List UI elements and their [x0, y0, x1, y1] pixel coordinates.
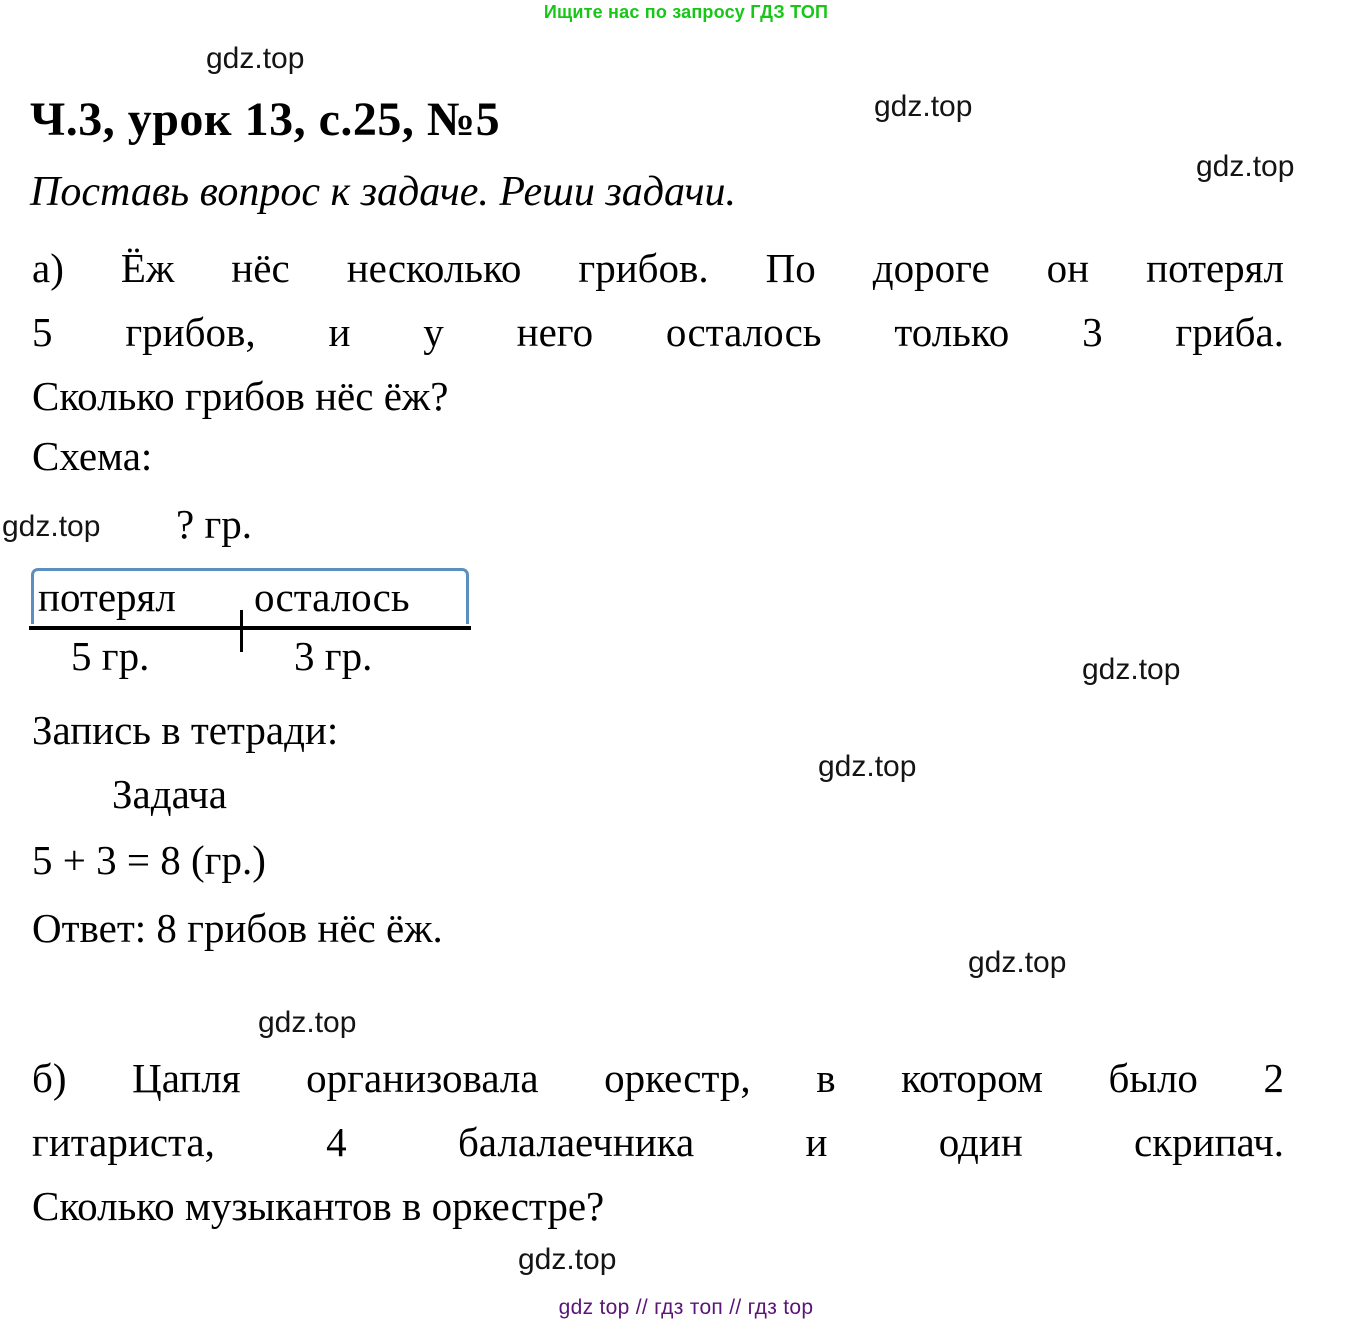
schema-segment-left-label: потерял [38, 574, 176, 620]
watermark: gdz.top [518, 1243, 617, 1276]
schema-segment-right-label: осталось [254, 574, 410, 620]
problem-b-text [32, 1046, 1284, 1238]
promo-banner: Ищите нас по запросу ГДЗ ТОП [543, 2, 829, 22]
task-label: Задача [112, 771, 227, 817]
problem-a-text [32, 236, 1284, 428]
page-subtitle: Поставь вопрос к задаче. Реши задачи. [30, 169, 736, 215]
problem-a-line-3: Сколько грибов нёс ёж? [32, 373, 449, 419]
watermark: gdz.top [2, 510, 101, 543]
solution-answer: Ответ: 8 грибов нёс ёж. [32, 905, 443, 951]
notebook-entry-label: Запись в тетради: [32, 707, 339, 753]
watermark: gdz.top [818, 750, 917, 783]
problem-b-line-1: б) Цапля организовала оркестр, в котором было 2 [32, 1055, 1284, 1101]
schema-baseline [29, 626, 471, 630]
watermark: gdz.top [1196, 150, 1295, 183]
watermark: gdz.top [968, 946, 1067, 979]
problem-b-line-2: гитариста, 4 балалаечника и один скрипач. [32, 1119, 1284, 1165]
schema-value-left: 5 гр. [71, 633, 150, 679]
watermark: gdz.top [1082, 653, 1181, 686]
schema-divider-tick [240, 610, 243, 652]
page-title: Ч.3, урок 13, с.25, №5 [30, 93, 501, 146]
schema-question-label: ? гр. [176, 501, 253, 547]
schema-label: Схема: [32, 433, 153, 479]
solution-equation: 5 + 3 = 8 (гр.) [32, 837, 266, 883]
footer-links: gdz top // гдз топ // гдз top [558, 1296, 814, 1319]
watermark: gdz.top [874, 90, 973, 123]
schema-value-right: 3 гр. [294, 633, 373, 679]
problem-b-line-3: Сколько музыкантов в оркестре? [32, 1183, 605, 1229]
watermark: gdz.top [258, 1006, 357, 1039]
problem-a-line-1: а) Ёж нёс несколько грибов. По дороге он потерял [32, 245, 1284, 291]
watermark: gdz.top [206, 42, 305, 75]
problem-a-line-2: 5 грибов, и у него осталось только 3 гриба. [32, 309, 1284, 355]
